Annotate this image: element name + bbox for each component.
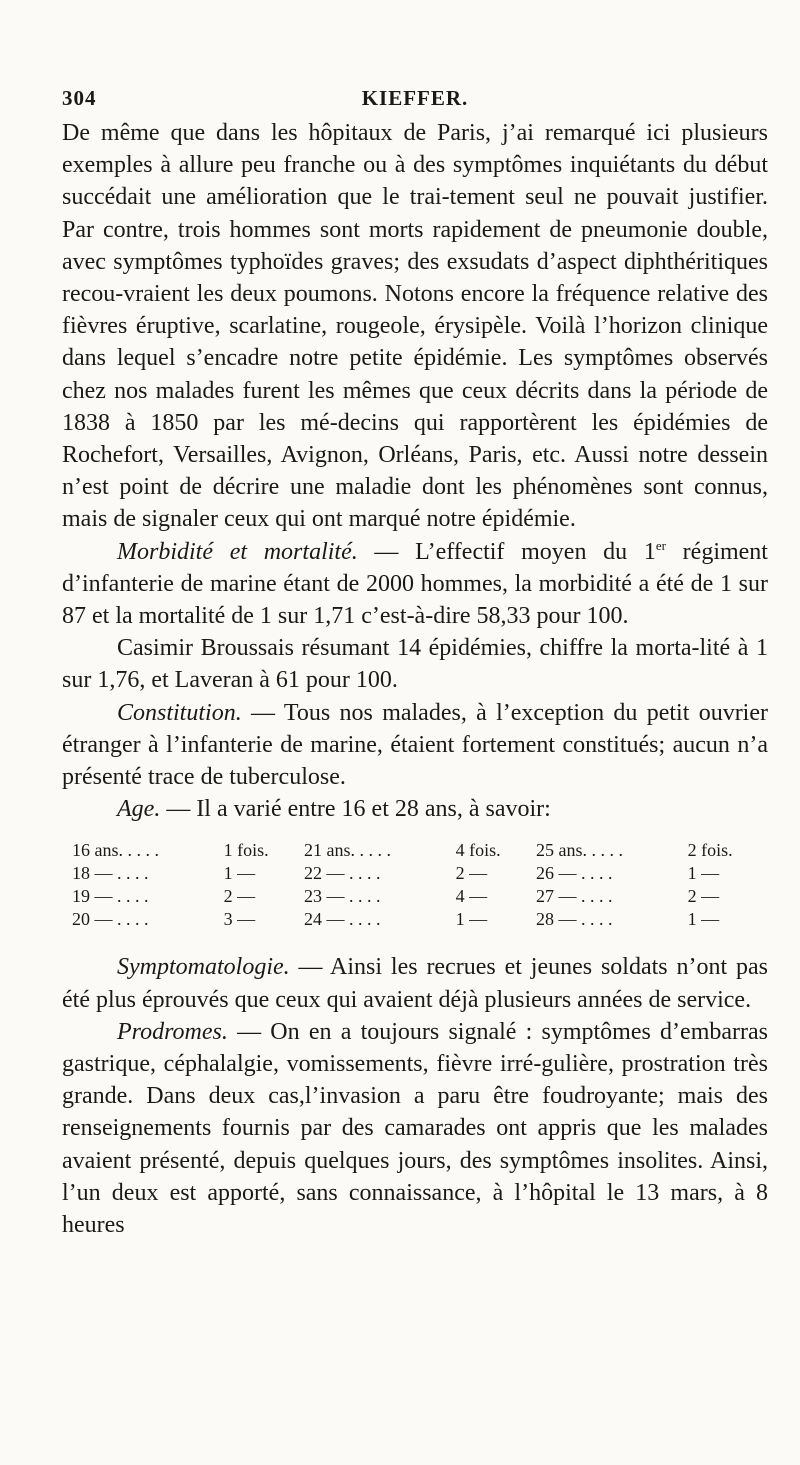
section-heading: Prodromes.: [117, 1018, 228, 1045]
running-title: KIEFFER.: [361, 86, 469, 110]
age-cell: 21 ans. . . . .: [303, 840, 391, 861]
paragraph-text: Casimir Broussais résumant 14 épidémies, chiffre la morta-lité à 1 sur 1,76, et Laveran à 61 pour 100.: [62, 635, 768, 694]
body-text: [62, 117, 768, 1241]
prodromes-paragraph: [62, 1016, 768, 1241]
age-cell: 27 — . . . .: [535, 886, 613, 907]
page-number: 304: [62, 86, 97, 110]
count-cell: 1 —: [223, 863, 256, 884]
age-cell: 16 ans. . . . .: [72, 840, 159, 861]
paragraph-text: — Tous nos malades, à l’exception du petit ouvrier étranger à l’infanterie de marine, étaient fortement constitués; aucun n’a présenté trace de tuberculose.: [62, 699, 768, 791]
superscript: er: [655, 537, 666, 553]
age-cell: 24 — . . . .: [303, 909, 381, 930]
section-heading: Morbidité et mortalité.: [117, 538, 358, 565]
running-header: [62, 86, 768, 114]
count-cell: 1 —: [455, 909, 488, 930]
count-cell: 2 —: [455, 863, 488, 884]
morbidity-paragraph: [62, 536, 768, 633]
count-cell: 4 —: [455, 886, 488, 907]
intro-paragraph: [62, 117, 768, 536]
count-cell: 1 fois.: [223, 840, 269, 861]
count-cell: 2 —: [223, 886, 256, 907]
count-cell: 2 fois.: [687, 840, 733, 861]
count-cell: 1 —: [687, 863, 720, 884]
age-cell: 23 — . . . .: [303, 886, 381, 907]
constitution-paragraph: [62, 697, 768, 794]
broussais-paragraph: [62, 632, 768, 696]
age-table: [72, 839, 768, 931]
table-row: [72, 862, 768, 885]
paragraph-text: régiment d’infanterie de marine étant de 2000 hommes, la morbidité a été de 1 sur 87 et la mortalité de 1 sur 1,71 c’est-à-dire 58,33 pour 100.: [62, 538, 768, 630]
table-row: [72, 908, 768, 931]
section-heading: Age.: [117, 796, 161, 823]
count-cell: 1 —: [687, 909, 720, 930]
count-cell: 2 —: [687, 886, 720, 907]
paragraph-text: — Ainsi les recrues et jeunes soldats n’ont pas été plus éprouvés que ceux qui avaient déjà plusieurs années de service.: [62, 954, 768, 1013]
count-cell: 4 fois.: [455, 840, 501, 861]
paragraph-text: — Il a varié entre 16 et 28 ans, à savoir:: [160, 796, 551, 823]
symptomatology-paragraph: [62, 951, 768, 1015]
table-row: [72, 839, 768, 862]
age-cell: 20 — . . . .: [72, 909, 149, 930]
age-cell: 25 ans. . . . .: [535, 840, 623, 861]
table-row: [72, 885, 768, 908]
age-cell: 18 — . . . .: [72, 863, 149, 884]
count-cell: 3 —: [223, 909, 256, 930]
paragraph-text: De même que dans les hôpitaux de Paris, j’ai remarqué ici plusieurs exemples à allure peu franche ou à des symptômes inquiétants du début succédait une amélioration que le trai-tement seul ne pouvait justifier. Par contre, trois hommes sont morts rapidement de pneumonie double, avec symptômes typhoïdes graves; des exsudats d’aspect diphthéritiques recou-vraient les deux poumons. Notons encore la fréquence relative des fièvres éruptive, scarlatine, rougeole, érysipèle. Voilà l’horizon clinique dans lequel s’encadre notre petite épidémie. Les symptômes observés chez nos malades furent les mêmes que ceux décrits dans la période de 1838 à 1850 par les mé-decins qui rapportèrent les épidémies de Rochefort, Versailles, Avignon, Orléans, Paris, etc. Aussi notre dessein n’est point de décrire une maladie dont les phénomènes sont connus, mais de signaler ceux qui ont marqué notre épidémie.: [62, 120, 768, 533]
age-cell: 22 — . . . .: [303, 863, 381, 884]
age-cell: 28 — . . . .: [535, 909, 613, 930]
paragraph-text: — On en a toujours signalé : symptômes d’embarras gastrique, céphalalgie, vomissements, fièvre irré-gulière, prostration très grande. Dans deux cas,l’invasion a paru être foudroyante; mais des renseignements fournis par des camarades ont appris que les malades avaient présenté, depuis quelques jours, des symptômes insolites. Ainsi, l’un deux est apporté, sans connaissance, à l’hôpital le 13 mars, à 8 heures: [62, 1018, 768, 1239]
age-cell: 26 — . . . .: [535, 863, 613, 884]
age-cell: 19 — . . . .: [72, 886, 149, 907]
section-heading: Symptomatologie.: [117, 954, 290, 981]
paragraph-text: — L’effectif moyen du 1: [357, 538, 656, 565]
section-heading: Constitution.: [117, 699, 242, 726]
age-paragraph: [62, 793, 768, 825]
